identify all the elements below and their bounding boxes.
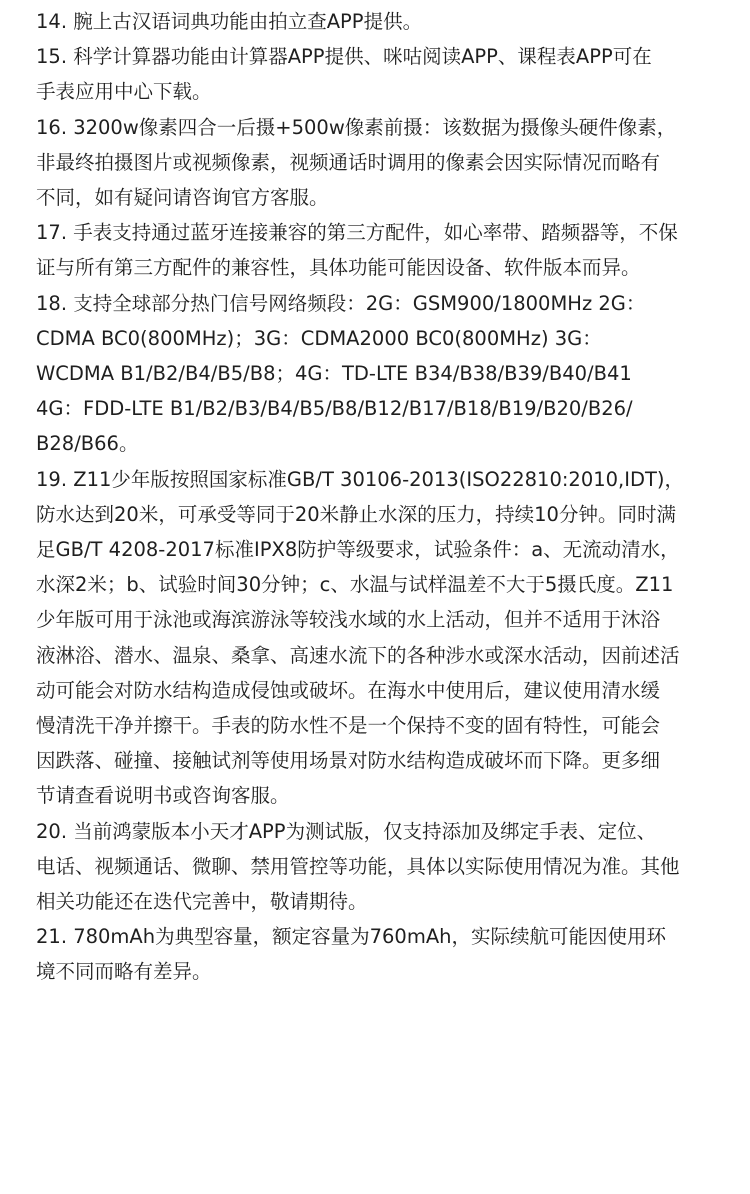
note-line: CDMA BC0(800MHz)；3G：CDMA2000 BC0(800MHz) 3G： [36,326,602,350]
note-line: 液淋浴、潜水、温泉、桑拿、高速水流下的各种涉水或深水活动，因前述活 [36,643,680,667]
note-item [36,215,728,285]
note-line: 14. 腕上古汉语词典功能由拍立查APP提供。 [36,10,423,33]
note-line: 节请查看说明书或咨询客服。 [36,784,290,808]
note-item [36,4,728,39]
note-item [36,110,728,216]
note-line: 21. 780mAh为典型容量，额定容量为760mAh，实际续航可能因使用环 [36,925,667,949]
note-line: 足GB/T 4208-2017标准IPX8防护等级要求，试验条件：a、无流动清水， [36,538,680,562]
note-line: 因跌落、碰撞、接触试剂等使用场景对防水结构造成破坏而下降。更多细 [36,749,661,773]
note-line: 16. 3200w像素四合一后摄+500w像素前摄：该数据为摄像头硬件像素， [36,115,677,139]
note-line: B28/B66。 [36,432,139,456]
note-line: 手表应用中心下载。 [36,80,212,104]
note-line: 电话、视频通话、微聊、禁用管控等功能，具体以实际使用情况为准。其他 [36,854,680,878]
note-item [36,39,728,109]
note-line: 少年版可用于泳池或海滨游泳等较浅水域的水上活动，但并不适用于沐浴 [36,608,661,632]
note-line: 4G：FDD-LTE B1/B2/B3/B4/B5/B8/B12/B17/B18/B19/B20/B26/ [36,397,633,421]
note-line: 17. 手表支持通过蓝牙连接兼容的第三方配件，如心率带、踏频器等，不保 [36,221,678,245]
note-line: 20. 当前鸿蒙版本小天才APP为测试版，仅支持添加及绑定手表、定位、 [36,819,657,843]
note-line: 不同，如有疑问请咨询官方客服。 [36,186,329,210]
note-line: WCDMA B1/B2/B4/B5/B8；4G：TD-LTE B34/B38/B39/B40/B41 [36,362,632,386]
note-item [36,814,728,920]
note-line: 证与所有第三方配件的兼容性，具体功能可能因设备、软件版本而异。 [36,256,641,280]
note-line: 慢清洗干净并擦干。手表的防水性不是一个保持不变的固有特性，可能会 [36,714,661,738]
note-line: 非最终拍摄图片或视频像素，视频通话时调用的像素会因实际情况而略有 [36,150,661,174]
note-line: 相关功能还在迭代完善中，敬请期待。 [36,890,368,914]
note-line: 18. 支持全球部分热门信号网络频段：2G：GSM900/1800MHz 2G： [36,291,646,315]
note-line: 动可能会对防水结构造成侵蚀或破坏。在海水中使用后，建议使用清水缓 [36,678,661,702]
note-line: 境不同而略有差异。 [36,960,212,984]
note-item [36,286,728,462]
note-line: 水深2米；b、试验时间30分钟；c、水温与试样温差不大于5摄氏度。Z11 [36,573,674,597]
note-line: 防水达到20米，可承受等同于20米静止水深的压力，持续10分钟。同时满 [36,502,676,526]
note-line: 19. Z11少年版按照国家标准GB/T 30106-2013(ISO22810:2010,IDT)， [36,467,685,491]
note-line: 15. 科学计算器功能由计算器APP提供、咪咕阅读APP、课程表APP可在 [36,45,652,69]
notes-list [36,4,728,990]
note-item [36,462,728,814]
note-item [36,919,728,989]
